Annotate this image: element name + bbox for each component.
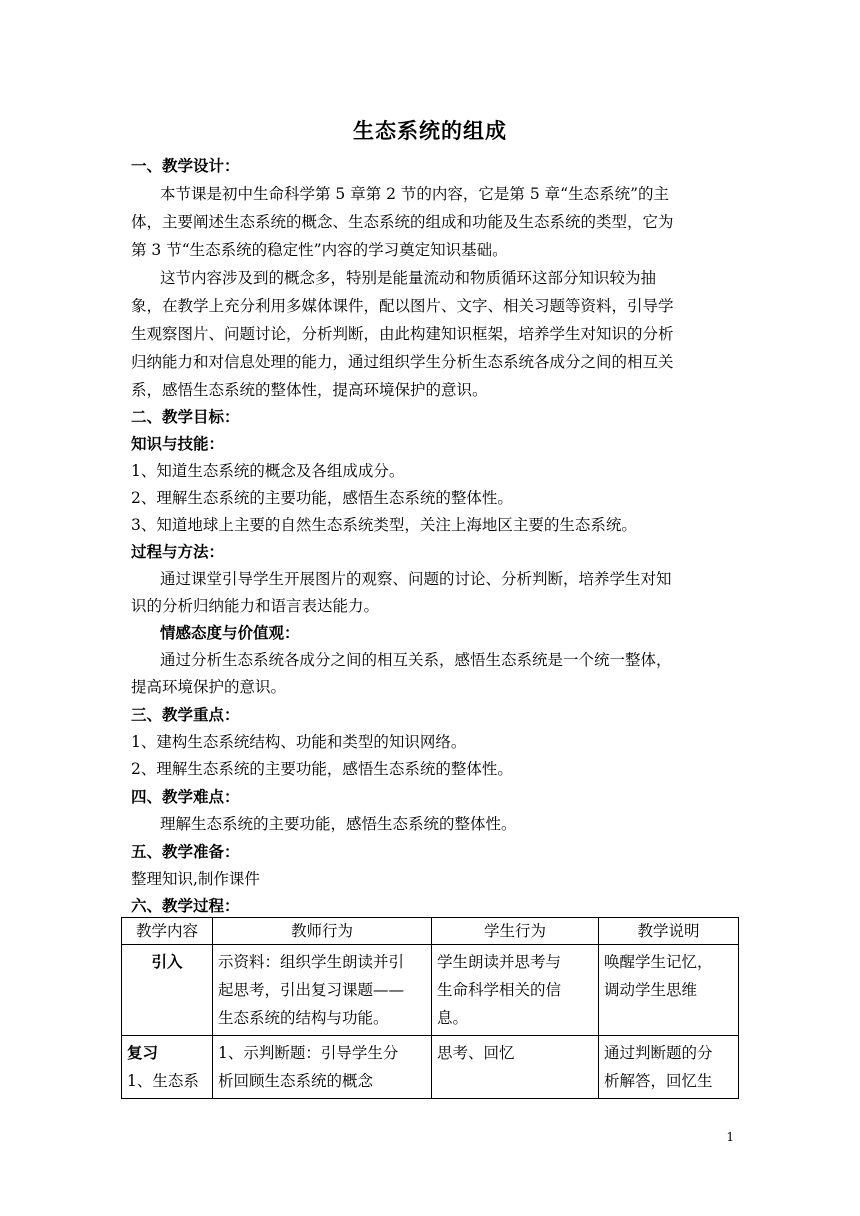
header-cell: 教学说明 bbox=[599, 918, 739, 945]
cell-line: 生态系统的结构与功能。 bbox=[218, 1009, 389, 1027]
cell-line: 息。 bbox=[437, 1009, 469, 1027]
cell-line: 生命科学相关的信 bbox=[437, 981, 562, 999]
section-heading: 四、教学难点： bbox=[131, 787, 240, 806]
list-item: 1、知道生态系统的概念及各组成成分。 bbox=[131, 462, 405, 480]
paragraph-line: 提高环境保护的意识。 bbox=[131, 678, 287, 696]
paragraph-line: 识的分析归纳能力和语言表达能力。 bbox=[131, 597, 380, 615]
paragraph-line: 体，主要阐述生态系统的概念、生态系统的组成和功能及生态系统的类型，它为 bbox=[131, 213, 674, 231]
paragraph-line: 归纳能力和对信息处理的能力，通过组织学生分析生态系统各成分之间的相互关 bbox=[131, 353, 674, 371]
table-row bbox=[122, 945, 739, 1036]
paragraph-line: 本节课是初中生命科学第 5 章第 2 节的内容，它是第 5 章“生态系统”的主 bbox=[160, 185, 669, 203]
cell-line: 思考、回忆 bbox=[437, 1044, 515, 1062]
cell-line: 学生朗读并思考与 bbox=[437, 953, 562, 971]
document-title: 生态系统的组成 bbox=[353, 118, 507, 143]
subsection-heading: 过程与方法： bbox=[131, 542, 225, 561]
subsection-heading: 情感态度与价值观： bbox=[160, 623, 300, 642]
cell-line: 唤醒学生记忆， bbox=[604, 953, 713, 971]
header-cell: 教师行为 bbox=[213, 918, 432, 945]
teaching-process-table bbox=[121, 917, 739, 1099]
table-cell bbox=[432, 1036, 599, 1099]
paragraph-line: 通过课堂引导学生开展图片的观察、问题的讨论、分析判断，培养学生对知 bbox=[160, 570, 672, 588]
cell-line: 1、生态系 bbox=[127, 1072, 199, 1090]
section-heading: 三、教学重点： bbox=[131, 705, 240, 724]
cell-line: 1、示判断题：引导学生分 bbox=[218, 1044, 399, 1062]
section-heading: 六、教学过程： bbox=[131, 896, 240, 915]
table-cell bbox=[432, 945, 599, 1036]
header-cell: 教学内容 bbox=[122, 918, 213, 945]
paragraph-line: 这节内容涉及到的概念多，特别是能量流动和物质循环这部分知识较为抽 bbox=[160, 269, 657, 287]
paragraph-line: 通过分析生态系统各成分之间的相互关系，感悟生态系统是一个统一整体， bbox=[160, 651, 672, 669]
cell-line: 析解答，回忆生 bbox=[604, 1072, 713, 1090]
list-item: 3、知道地球上主要的自然生态系统类型，关注上海地区主要的生态系统。 bbox=[131, 516, 637, 534]
page-number: 1 bbox=[726, 1130, 734, 1144]
section-heading: 二、教学目标： bbox=[131, 407, 240, 426]
list-item: 2、理解生态系统的主要功能，感悟生态系统的整体性。 bbox=[131, 760, 513, 778]
paragraph-line: 象，在教学上充分利用多媒体课件，配以图片、文字、相关习题等资料，引导学 bbox=[131, 297, 674, 315]
section-heading: 五、教学准备： bbox=[131, 842, 240, 861]
table-cell bbox=[213, 945, 432, 1036]
paragraph-line: 整理知识,制作课件 bbox=[131, 870, 260, 888]
paragraph-line: 生观察图片、问题讨论，分析判断，由此构建知识框架，培养学生对知识的分析 bbox=[131, 325, 674, 343]
subsection-heading: 知识与技能： bbox=[131, 434, 225, 453]
table-cell bbox=[122, 1036, 213, 1099]
cell-line: 调动学生思维 bbox=[604, 981, 698, 999]
table-cell: 引入 bbox=[122, 945, 213, 1036]
table-cell bbox=[599, 1036, 739, 1099]
list-item: 2、理解生态系统的主要功能，感悟生态系统的整体性。 bbox=[131, 489, 513, 507]
list-item: 1、建构生态系统结构、功能和类型的知识网络。 bbox=[131, 733, 467, 751]
cell-line: 起思考，引出复习课题—— bbox=[218, 981, 405, 999]
table-cell bbox=[599, 945, 739, 1036]
paragraph-line: 系，感悟生态系统的整体性，提高环境保护的意识。 bbox=[131, 381, 488, 399]
table-header-row bbox=[122, 918, 739, 945]
paragraph-line: 第 3 节“生态系统的稳定性”内容的学习奠定知识基础。 bbox=[131, 241, 508, 259]
cell-line: 示资料：组织学生朗读并引 bbox=[218, 953, 405, 971]
cell-line: 通过判断题的分 bbox=[604, 1044, 713, 1062]
cell-line: 析回顾生态系统的概念 bbox=[218, 1072, 374, 1090]
header-cell: 学生行为 bbox=[432, 918, 599, 945]
paragraph-line: 理解生态系统的主要功能，感悟生态系统的整体性。 bbox=[160, 815, 517, 833]
cell-line: 复习 bbox=[127, 1043, 159, 1062]
table-cell bbox=[213, 1036, 432, 1099]
section-heading: 一、教学设计： bbox=[131, 156, 240, 175]
table-row bbox=[122, 1036, 739, 1099]
